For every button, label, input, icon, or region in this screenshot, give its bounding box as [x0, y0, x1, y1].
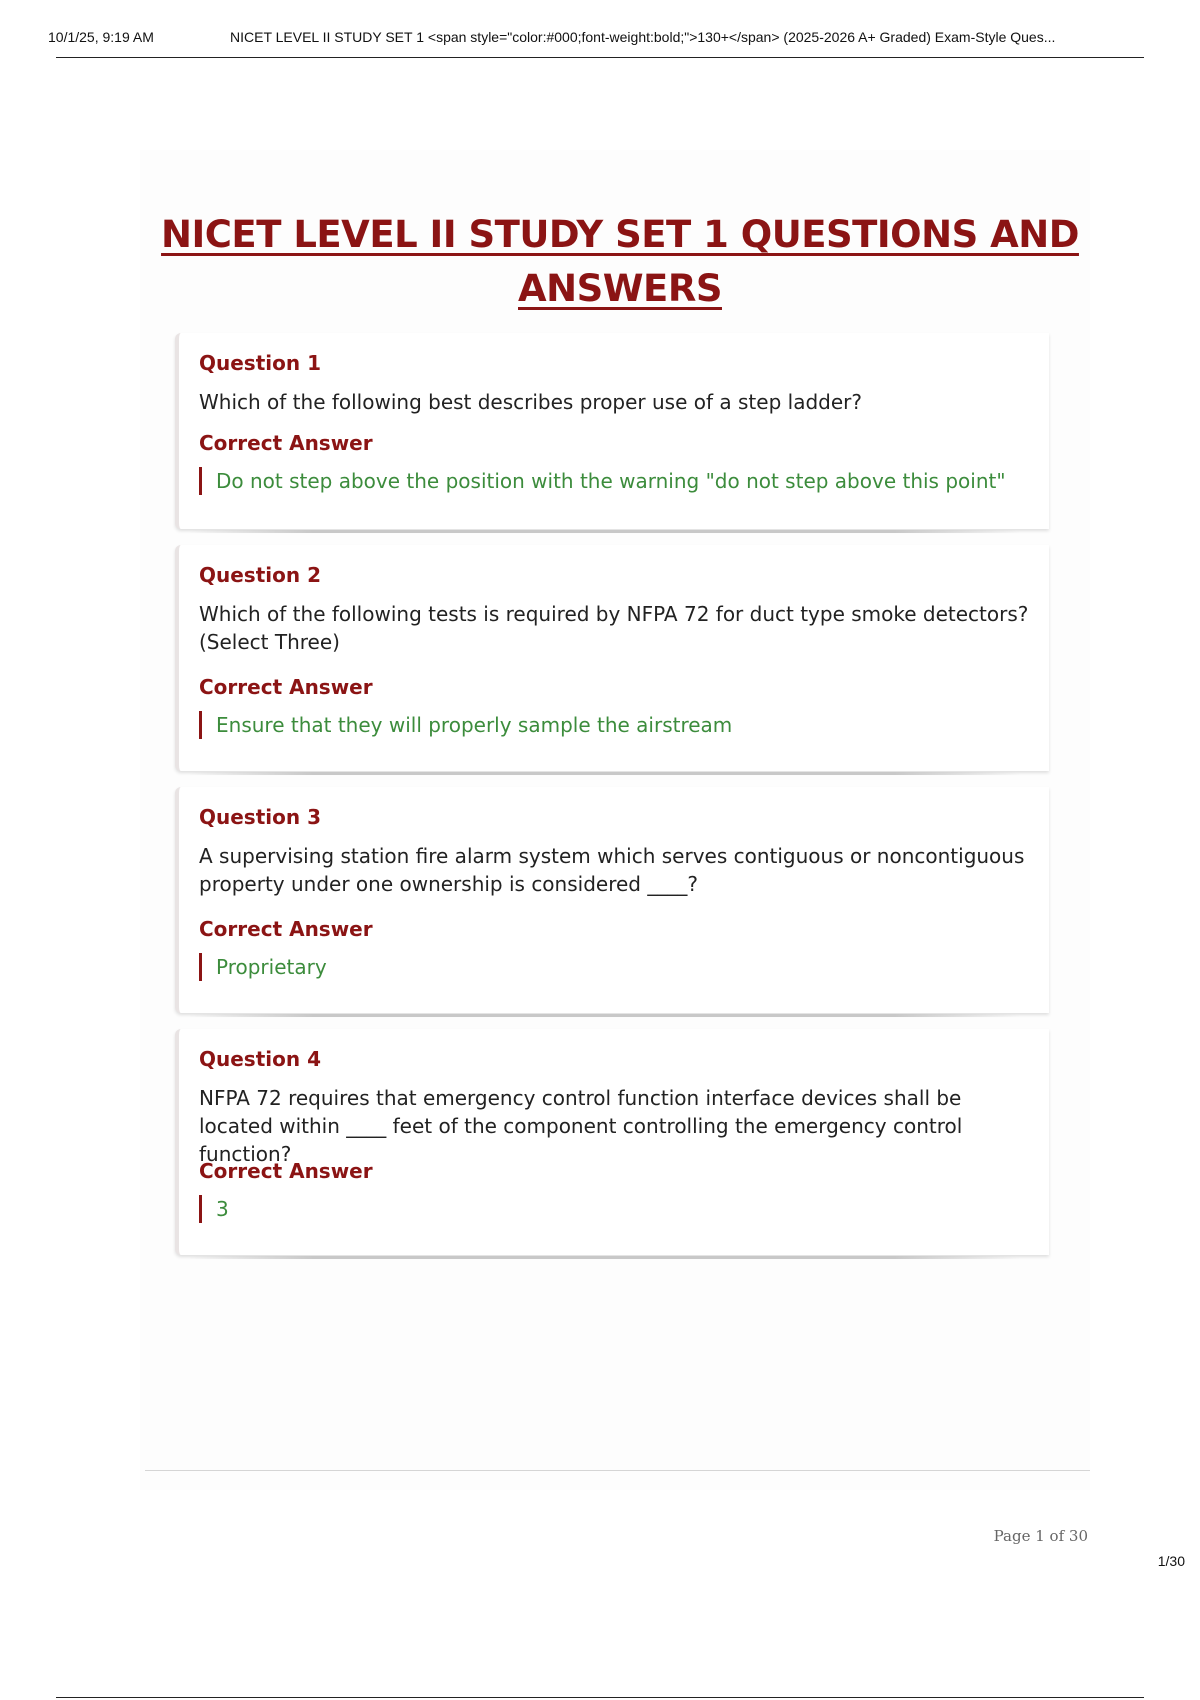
question-card-2 — [175, 545, 1049, 771]
print-header — [48, 29, 1184, 51]
correct-answer-text: 3 — [199, 1195, 229, 1223]
question-card-3 — [175, 787, 1049, 1013]
correct-answer-text: Proprietary — [199, 953, 327, 981]
question-label: Question 2 — [199, 563, 321, 587]
question-text: Which of the following tests is required by NFPA 72 for duct type smoke detectors? (Select Three) — [199, 602, 1029, 654]
print-page-number: 1/30 — [1157, 1553, 1185, 1569]
question-text: A supervising station fire alarm system which serves contiguous or noncontiguous property under one ownership is considered ____? — [199, 844, 1025, 896]
header-divider — [56, 57, 1144, 58]
correct-answer-label: Correct Answer — [199, 675, 373, 699]
print-datetime: 10/1/25, 9:19 AM — [48, 29, 154, 45]
footer-divider — [145, 1470, 1090, 1471]
question-label: Question 3 — [199, 805, 321, 829]
correct-answer-text: Do not step above the position with the warning "do not step above this point" — [199, 467, 1006, 495]
question-label: Question 1 — [199, 351, 321, 375]
question-text: Which of the following best describes proper use of a step ladder? — [199, 390, 862, 414]
question-label: Question 4 — [199, 1047, 321, 1071]
correct-answer-label: Correct Answer — [199, 1159, 373, 1183]
correct-answer-label: Correct Answer — [199, 917, 373, 941]
question-card-1 — [175, 333, 1049, 529]
question-text: NFPA 72 requires that emergency control function interface devices shall be located within ____ feet of the component controlling the emergency control function? — [199, 1086, 963, 1166]
document-title: NICET LEVEL II STUDY SET 1 QUESTIONS AND ANSWERS — [161, 213, 1079, 310]
print-page-title: NICET LEVEL II STUDY SET 1 <span style="color:#000;font-weight:bold;">130+</span> (2025-2026 A+ Graded) Exam-Style Ques... — [230, 29, 1056, 45]
correct-answer-text: Ensure that they will properly sample the airstream — [199, 711, 732, 739]
correct-answer-label: Correct Answer — [199, 431, 373, 455]
page-of-count: Page 1 of 30 — [993, 1527, 1088, 1545]
question-card-4 — [175, 1029, 1049, 1255]
footer-print-divider — [56, 1697, 1144, 1698]
